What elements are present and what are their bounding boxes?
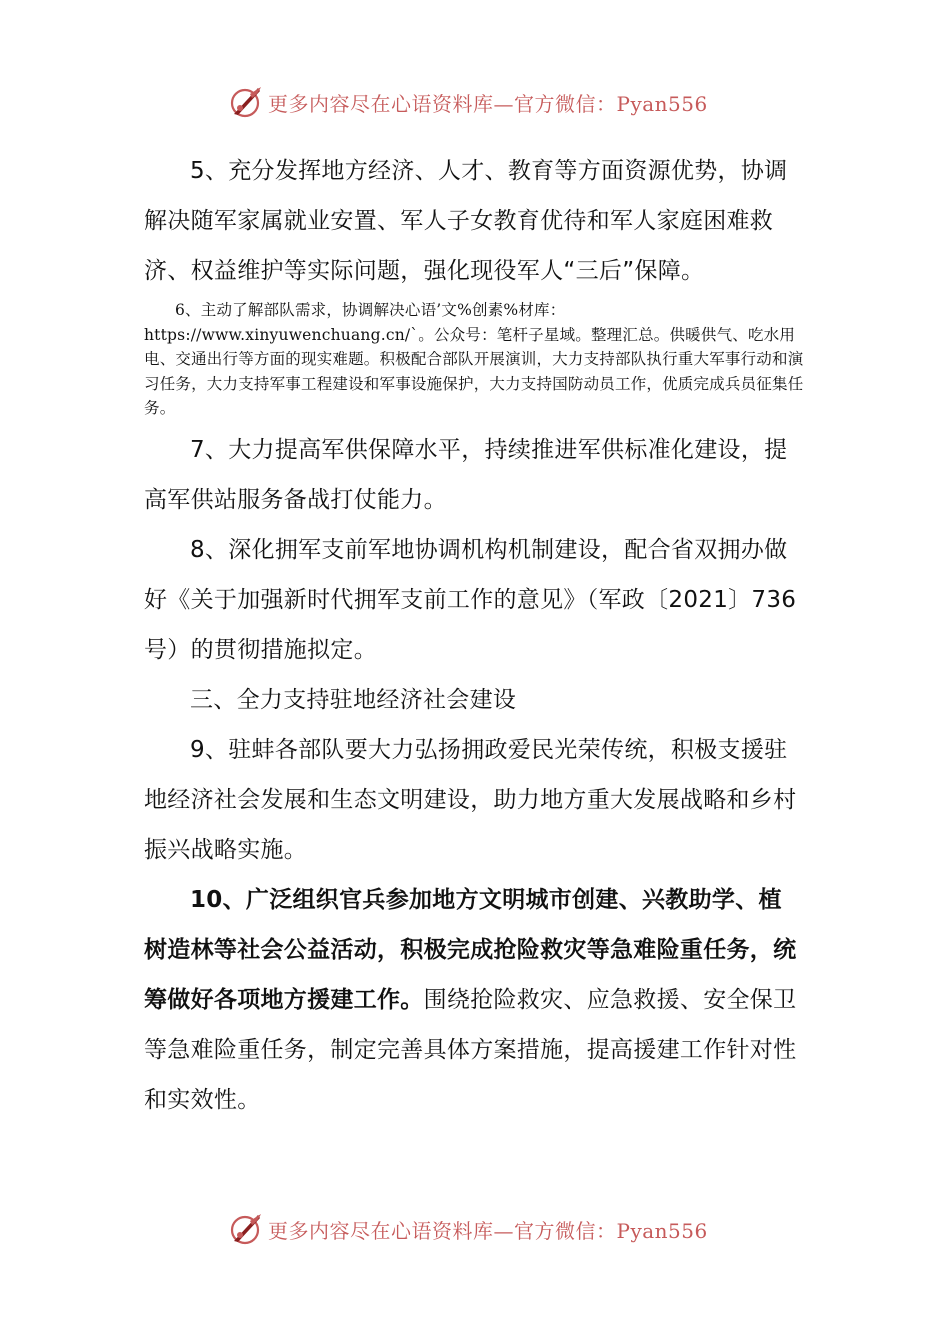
paragraph-10 (144, 875, 804, 1125)
quill-logo-icon (228, 1211, 264, 1247)
paragraph-6: 6、主动了解部队需求，协调解决心语’文%创素%材库：https://www.xinyuwenchuang.cn/`。公众号：笔杆子星域。整理汇总。供暖供气、吃水用电、交通出行等方面的现实难题。积极配合部队开展演训，大力支持部队执行重大军事行动和演习任务，大力支持军事工程建设和军事设施保护，大力支持国防动员工作，优质完成兵员征集任务。 (144, 301, 804, 417)
paragraph-5: 5、充分发挥地方经济、人才、教育等方面资源优势，协调解决随军家属就业安置、军人子女教育优待和军人家庭困难救济、权益维护等实际问题，强化现役军人“三后”保障。 (144, 158, 788, 284)
footer-banner-text: 更多内容尽在心语资料库—官方微信：Pyan556 (268, 1218, 708, 1243)
header-banner-text: 更多内容尽在心语资料库—官方微信：Pyan556 (268, 91, 708, 116)
paragraph-10-rest: 围绕抢险救灾、应急救援、安全保卫等急难险重任务，制定完善具体方案措施，提高援建工作针对性和实效性。 (144, 986, 797, 1113)
section-heading-3: 三、全力支持驻地经济社会建设 (190, 686, 517, 713)
header-banner (228, 82, 748, 122)
paragraph-10-bold: 10、广泛组织官兵参加地方文明城市创建、兴教助学、植树造林等社会公益活动，积极完成抢险救灾等急难险重任务，统筹做好各项地方援建工作。 (144, 886, 797, 1013)
paragraph-7: 7、大力提高军供保障水平，持续推进军供标准化建设，提高军供站服务备战打仗能力。 (144, 436, 788, 513)
quill-logo-icon (228, 84, 264, 120)
footer-banner (228, 1209, 748, 1249)
document-body (144, 146, 804, 1125)
paragraph-9: 9、驻蚌各部队要大力弘扬拥政爱民光荣传统，积极支援驻地经济社会发展和生态文明建设，助力地方重大发展战略和乡村振兴战略实施。 (144, 736, 797, 863)
paragraph-8: 8、深化拥军支前军地协调机构机制建设，配合省双拥办做好《关于加强新时代拥军支前工作的意见》（军政〔2021〕736号）的贯彻措施拟定。 (144, 536, 797, 663)
